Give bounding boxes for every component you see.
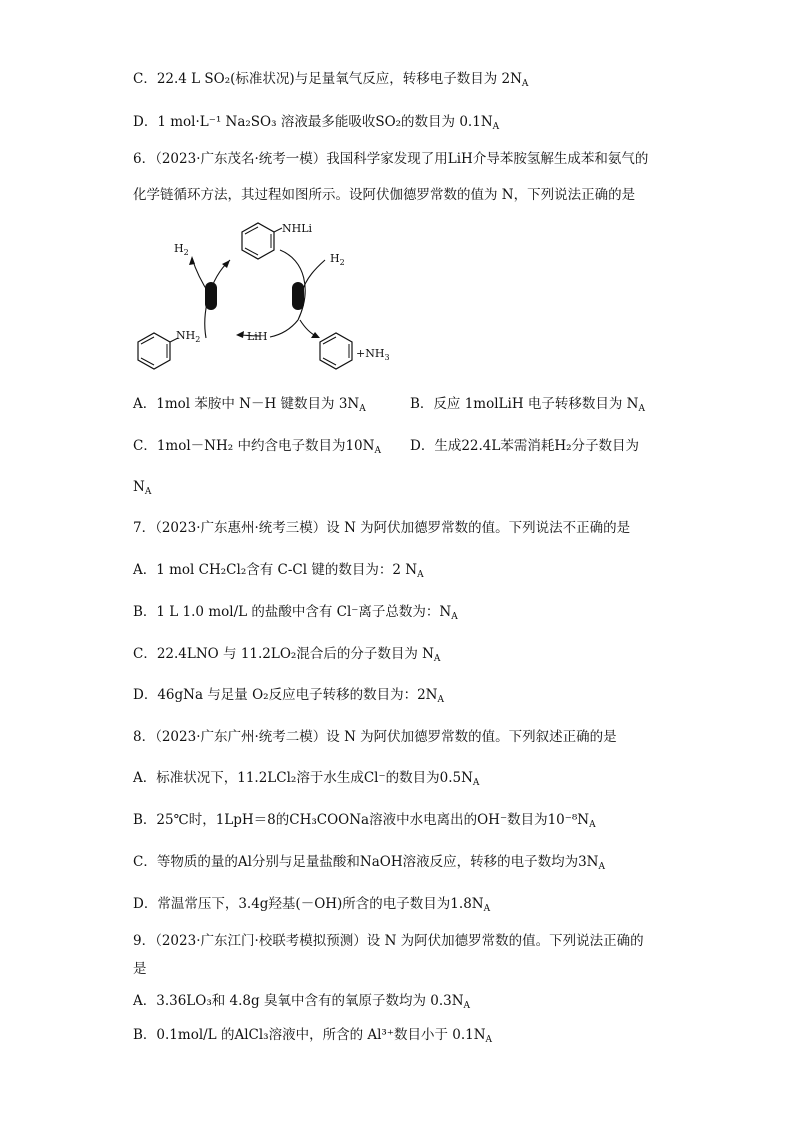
q7-option-a: A．1 mol CH₂Cl₂含有 C-Cl 键的数目为：2 $N_A$ [133,562,424,580]
nhli-label: NHLi [282,222,313,235]
q5-option-d: D．1 mol·L⁻¹ Na₂SO₃ 溶液最多能吸收SO₂的数目为 $0.1N_A$ [133,114,500,132]
q6-option-d-cont: $N_A$ [133,479,152,497]
q6-option-b: B．反应 1molLiH 电子转移数目为 $N_A$ [410,396,645,414]
q9-stem-line2: 是 [133,961,147,977]
h2-right-label: $H_2$ [330,252,345,267]
q7-stem: 7．（2023·广东惠州·统考三模）设 N 为阿伏加德罗常数的值。下列说法不正确的是 [133,520,631,536]
q6-option-d: D．生成22.4L苯需消耗H₂分子数目为 [410,438,640,454]
q5-option-c: C．22.4 L SO₂(标准状况)与足量氧气反应，转移电子数目为 $2N_A$ [133,71,529,89]
capsule-right [292,282,304,310]
nh3-label: $+NH_3$ [356,347,390,362]
q8-option-c: C．等物质的量的Al分别与足量盐酸和NaOH溶液反应，转移的电子数均为$3N_A$ [133,854,605,872]
benzene-ring-top [242,223,274,259]
nh2-label: $NH_2$ [176,329,201,344]
q7-option-d: D．46gNa 与足量 O₂反应电子转移的数目为：$2N_A$ [133,687,444,705]
q6-stem-line2: 化学链循环方法，其过程如图所示。设阿伏伽德罗常数的值为 N，下列说法正确的是 [133,187,636,203]
lih-label: LiH [247,330,268,343]
q8-option-a: A．标准状况下，11.2LCl₂溶于水生成Cl⁻的数目为$0.5N_A$ [133,770,480,788]
q7-option-c: C．22.4LNO 与 11.2LO₂混合后的分子数目为 $N_A$ [133,646,441,664]
q9-option-a: A．3.36LO₃和 4.8g 臭氧中含有的氧原子数均为 $0.3N_A$ [133,993,471,1011]
q8-stem: 8．（2023·广东广州·统考二模）设 N 为阿伏加德罗常数的值。下列叙述正确的是 [133,729,617,745]
q8-option-d: D．常温常压下，3.4g羟基(－OH)所含的电子数目为$1.8N_A$ [133,896,491,914]
reaction-scheme-diagram [130,220,400,380]
q9-option-b: B．0.1mol/L 的AlCl₃溶液中，所含的 Al³⁺数目小于 $0.1N_A$ [133,1027,493,1045]
q6-option-a: A．1mol 苯胺中 N－H 键数目为 $3N_A$ [133,396,366,414]
q9-stem-line1: 9．（2023·广东江门·校联考模拟预测）设 N 为阿伏加德罗常数的值。下列说法正确的 [133,933,644,949]
benzene-ring-aniline [138,333,170,369]
q7-option-b: B．1 L 1.0 mol/L 的盐酸中含有 Cl⁻离子总数为：$N_A$ [133,604,458,622]
q6-option-c: C．1mol－NH₂ 中约含电子数目为$10N_A$ [133,438,381,456]
q8-option-b: B．25℃时，1LpH＝8的CH₃COONa溶液中水电离出的OH⁻数目为$10^{-8}N_A$ [133,812,596,830]
h2-left-label: $H_2$ [174,242,189,257]
benzene-ring-product [320,333,352,369]
q6-stem-line1: 6．（2023·广东茂名·统考一模）我国科学家发现了用LiH介导苯胺氢解生成苯和氨气的 [133,151,649,167]
